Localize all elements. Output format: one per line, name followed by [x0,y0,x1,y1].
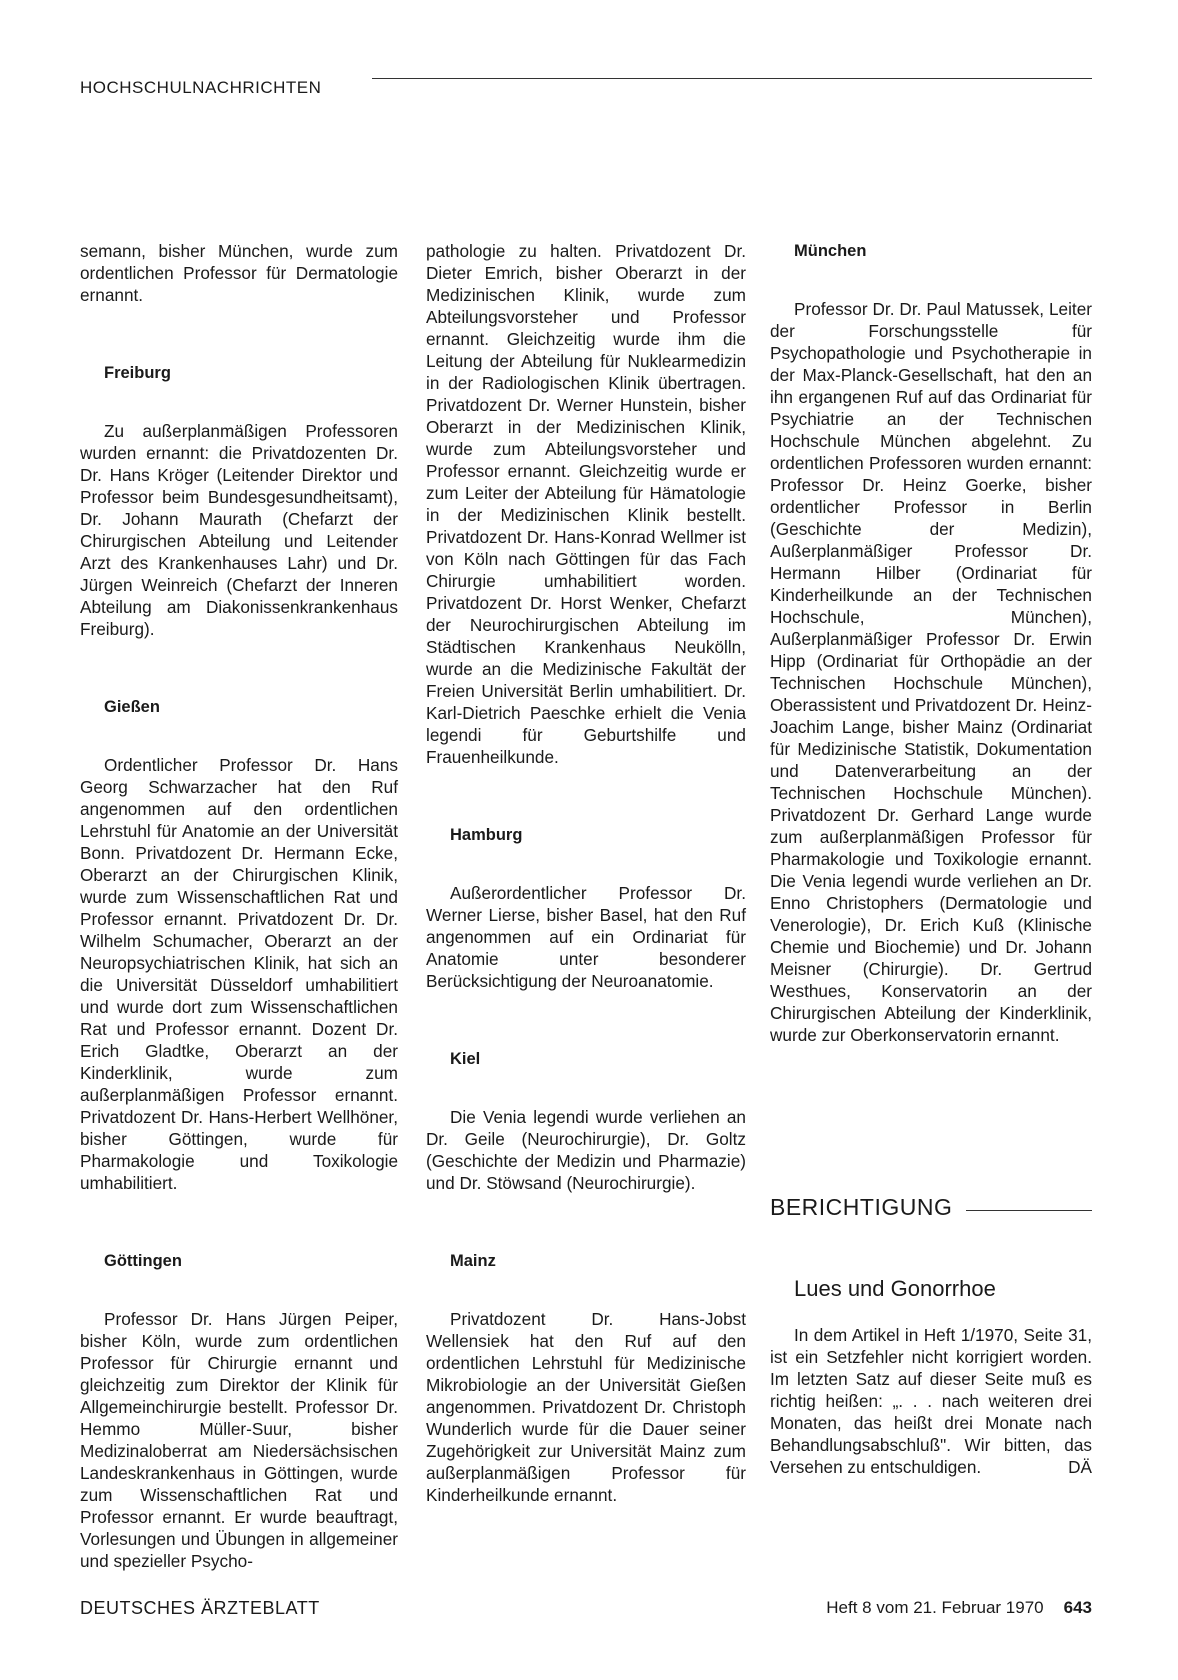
paragraph: pathologie zu halten. Privatdozent Dr. Dieter Emrich, bisher Oberarzt in der Medizinischen Klinik, wurde zum Abteilungsvorsteher und Professor ernannt. Gleichzeitig wurde ihm die Leitung der Abteilung für Nuklearmedizin in der Radiologischen Klinik übertragen. Privatdozent Dr. Werner Hunstein, bisher Oberarzt in der Medizinischen Klinik, wurde zum Abteilungsvorsteher und Professor ernannt. Gleichzeitig wurde er zum Leiter der Abteilung für Hämatologie in der Medizinischen Klinik bestellt. Privatdozent Dr. Hans-Konrad Wellmer ist von Köln nach Göttingen für das Fach Chirurgie umhabilitiert worden. Privatdozent Dr. Horst Wenker, Chefarzt der Neurochirurgischen Abteilung im Städtischen Krankenhaus Neukölln, wurde an die Medizinische Fakultät der Freien Universität Berlin umhabilitiert. Dr. Karl-Dietrich Paeschke erhielt die Venia legendi für Geburtshilfe und Frauenheilkunde. [426,241,746,767]
section-header: HOCHSCHULNACHRICHTEN [80,78,322,97]
column-1 [80,240,398,1572]
page-number: 643 [1063,1598,1092,1617]
article-title: Lues und Gonorrhoe [794,1276,996,1301]
issue-text: Heft 8 vom 21. Februar 1970 [826,1598,1044,1617]
heading-hamburg: Hamburg [450,826,523,844]
paragraph-giessen: Ordentlicher Professor Dr. Hans Georg Schwarzacher hat den Ruf angenommen auf den ordentlichen Lehrstuhl für Anatomie an der Universität Bonn. Privatdozent Dr. Hermann Ecke, Oberarzt an der Chirurgischen Klinik, wurde zum Wissenschaftlichen Rat und Professor ernannt. Privatdozent Dr. Dr. Wilhelm Schumacher, Oberarzt an der Neuropsychiatrischen Klinik, hat sich an die Universität Düsseldorf umhabilitiert und wurde dort zum Wissenschaftlichen Rat und Professor ernannt. Dozent Dr. Erich Gladtke, Oberarzt an der Kinderklinik, wurde zum außerplanmäßigen Professor ernannt. Privatdozent Dr. Hans-Herbert Wellhöner, bisher Göttingen, wurde für Pharmakologie und Toxikologie umhabilitiert. [80,755,398,1193]
paragraph-hamburg: Außerordentlicher Professor Dr. Werner Lierse, bisher Basel, hat den Ruf angenommen auf ein Ordinariat für Anatomie unter besonderer Berücksichtigung der Neuroanatomie. [426,883,746,991]
heading-goettingen: Göttingen [104,1252,182,1270]
paragraph-kiel: Die Venia legendi wurde verliehen an Dr. Geile (Neurochirurgie), Dr. Goltz (Geschichte der Medizin und Pharmazie) und Dr. Stöwsand (Neurochirurgie). [426,1107,746,1193]
paragraph-mainz: Privatdozent Dr. Hans-Jobst Wellensiek hat den Ruf auf den ordentlichen Lehrstuhl für Medizinische Mikrobiologie an der Universität Gießen angenommen. Privatdozent Dr. Christoph Wunderlich wurde für die Dauer seiner Zugehörigkeit zur Universität Mainz zum außerplanmäßigen Professor für Kinderheilkunde ernannt. [426,1309,746,1505]
paragraph-lues [770,1324,1092,1478]
paragraph-goettingen: Professor Dr. Hans Jürgen Peiper, bisher Köln, wurde zum ordentlichen Professor für Chirurgie ernannt und gleichzeitig zum Direktor der Klinik für Allgemeinchirurgie bestellt. Professor Dr. Hemmo Müller-Suur, bisher Medizinaloberrat am Niedersächsischen Landeskrankenhaus in Göttingen, wurde zum Wissenschaftlichen Rat und Professor ernannt. Er wurde beauftragt, Vorlesungen und Übungen in allgemeiner und spezieller Psycho- [80,1309,398,1571]
heading-kiel: Kiel [450,1050,481,1068]
signature: DÄ [1068,1457,1092,1477]
correction-text: In dem Artikel in Heft 1/1970, Seite 31, ist ein Setzfehler nicht korrigiert worden. Im letzten Satz auf dieser Seite muß es richtig heißen: „. . . nach weiteren drei Monaten, das heißt drei Monate nach Behandlungsabschluß". Wir bitten, das Versehen zu entschuldigen. [770,1325,1092,1477]
column-3 [770,240,1092,1478]
heading-berichtigung-text: BERICHTIGUNG [770,1194,953,1220]
paragraph-freiburg: Zu außerplanmäßigen Professoren wurden ernannt: die Privatdozenten Dr. Dr. Hans Kröger (Leitender Direktor und Professor beim Bundesgesundheitsamt), Dr. Johann Maurath (Chefarzt der Chirurgischen Abteilung und Leitender Arzt des Krankenhauses Lahr) und Dr. Jürgen Weinreich (Chefarzt der Inneren Abteilung am Diakonissenkrankenhaus Freiburg). [80,421,398,639]
heading-muenchen: München [794,242,867,260]
footer-journal: DEUTSCHES ÄRZTEBLATT [80,1598,320,1618]
header-rule [372,78,1092,79]
heading-freiburg: Freiburg [104,364,171,382]
paragraph-muenchen: Professor Dr. Dr. Paul Matussek, Leiter der Forschungsstelle für Psychopathologie und Psychotherapie in der Max-Planck-Gesellschaft, hat den an ihn ergangenen Ruf auf das Ordinariat für Psychiatrie an der Technischen Hochschule München abgelehnt. Zu ordentlichen Professoren wurden ernannt: Professor Dr. Heinz Goerke, bisher ordentlicher Professor in Berlin (Geschichte der Medizin), Außerplanmäßiger Professor Dr. Hermann Hilber (Ordinariat für Kinderheilkunde an der Technischen Hochschule, München), Außerplanmäßiger Professor Dr. Erwin Hipp (Ordinariat für Orthopädie an der Technischen Hochschule München), Oberassistent und Privatdozent Dr. Heinz-Joachim Lange, bisher Mainz (Ordinariat für Medizinische Statistik, Dokumentation und Datenverarbeitung an der Technischen Hochschule München). Privatdozent Dr. Gerhard Lange wurde zum außerplanmäßigen Professor für Pharmakologie und Toxikologie ernannt. Die Venia legendi wurde verliehen an Dr. Enno Christophers (Dermatologie und Venerologie), Dr. Erich Kuß (Klinische Chemie und Biochemie) und Dr. Johann Meisner (Chirurgie). Dr. Gertrud Westhues, Konservatorin an der Chirurgischen Abteilung der Kinderklinik, wurde zur Oberkonservatorin ernannt. [770,299,1092,1045]
heading-berichtigung [770,1196,1092,1218]
heading-mainz: Mainz [450,1252,496,1270]
heading-giessen: Gießen [104,698,160,716]
paragraph: semann, bisher München, wurde zum ordentlichen Professor für Dermatologie ernannt. [80,241,398,305]
heading-rule [966,1210,1092,1211]
footer-issue [826,1598,1092,1618]
column-2 [426,240,746,1506]
